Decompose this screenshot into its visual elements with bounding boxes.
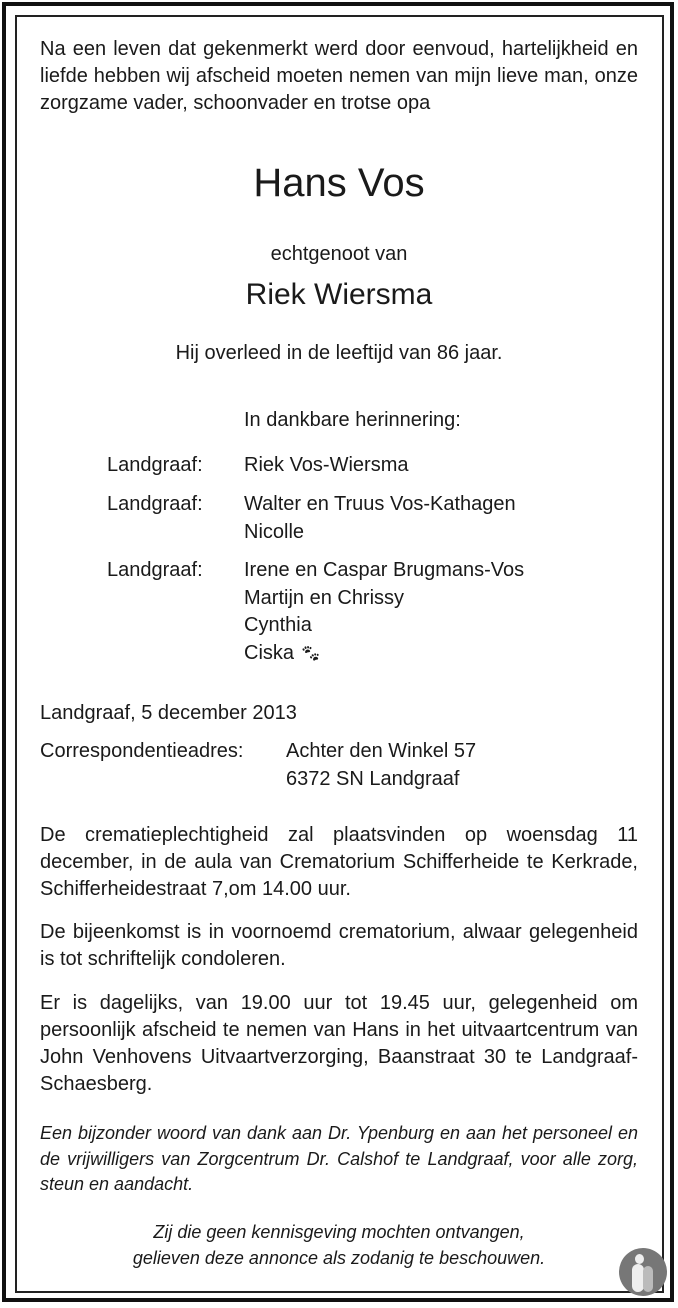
address: Achter den Winkel 57 6372 SN Landgraaf [286, 740, 477, 790]
family-names: Riek Vos-Wiersma [244, 454, 409, 476]
family-names: Irene en Caspar Brugmans-Vos Martijn en Chrissy Cynthia Ciska 🐾︎ [244, 559, 525, 664]
family-place: Landgraaf: [107, 493, 203, 515]
memorial-logo-icon [619, 1248, 667, 1296]
memory-heading: In dankbare herinnering: [244, 409, 461, 431]
place-date: Landgraaf, 5 december 2013 [40, 702, 297, 724]
ceremony-paragraph: De crematieplechtigheid zal plaatsvinden op woensdag 11 december, in de aula van Crematorium Schifferheide te Kerkrade, Schifferheidestraat 7,om 14.00 uur. [40, 824, 638, 900]
spouse-name: Riek Wiersma [245, 278, 433, 311]
family-place: Landgraaf: [107, 559, 203, 581]
address-label: Correspondentieadres: [40, 740, 244, 762]
family-names: Walter en Truus Vos-Kathagen Nicolle [244, 493, 516, 543]
paw-icon: 🐾︎ [299, 643, 322, 663]
closing-text: Zij die geen kennisgeving mochten ontvangen, gelieven deze annonce als zodanig te beschouwen. [132, 1222, 546, 1268]
spouse-label: echtgenoot van [270, 243, 408, 265]
deceased-name: Hans Vos [253, 161, 425, 205]
gathering-paragraph: De bijeenkomst is in voornoemd crematorium, alwaar gelegenheid is tot schriftelijk condoleren. [40, 921, 638, 970]
age-line: Hij overleed in de leeftijd van 86 jaar. [175, 342, 503, 364]
intro-text: Na een leven dat gekenmerkt werd door eenvoud, hartelijkheid en liefde hebben wij afscheid moeten nemen van mijn lieve man, onze zorgzame vader, schoonvader en trotse opa [40, 38, 638, 114]
visitation-paragraph: Er is dagelijks, van 19.00 uur tot 19.45 uur, gelegenheid om persoonlijk afscheid te nemen van Hans in het uitvaartcentrum van John Venhovens Uitvaartverzorging, Baanstraat 30 te Landgraaf-Schaesberg. [40, 992, 638, 1095]
family-place: Landgraaf: [107, 454, 203, 476]
thanks-paragraph: Een bijzonder woord van dank aan Dr. Ypenburg en aan het personeel en de vrijwilligers van Zorgcentrum Dr. Calshof te Landgraaf, voor alle zorg, steun en aandacht. [40, 1123, 638, 1194]
